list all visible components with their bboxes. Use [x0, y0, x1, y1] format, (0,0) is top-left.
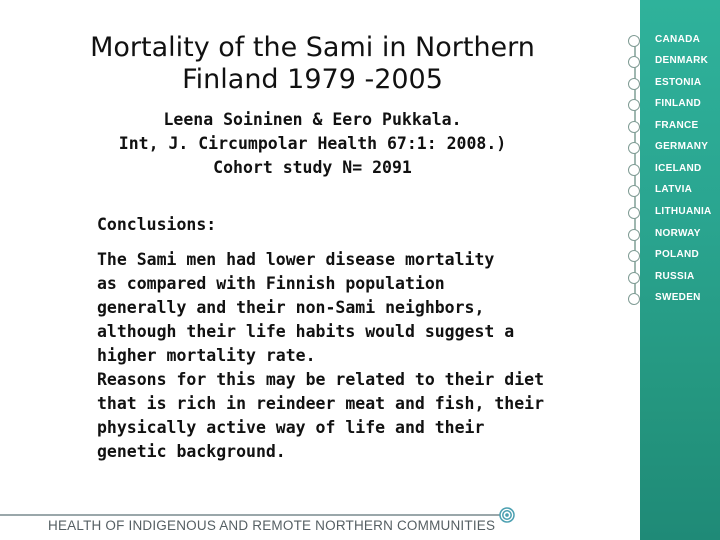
citation-block	[40, 108, 585, 180]
footer-text: HEALTH OF INDIGENOUS AND REMOTE NORTHERN COMMUNITIES	[48, 518, 496, 533]
country-canada: CANADA	[628, 35, 720, 49]
conclusion-line: genetic background.	[97, 442, 286, 461]
country-denmark: DENMARK	[628, 56, 720, 70]
bullet-icon	[628, 250, 640, 262]
country-russia: RUSSIA	[628, 272, 720, 286]
conclusion-line: although their life habits would suggest a	[97, 322, 515, 341]
bullet-icon	[628, 207, 640, 219]
title-line-1: Mortality of the Sami in Northern	[90, 32, 535, 63]
bullet-icon	[628, 78, 640, 90]
bullet-icon	[628, 56, 640, 68]
country-iceland: ICELAND	[628, 164, 720, 178]
conclusion-line: Reasons for this may be related to their diet	[97, 370, 545, 389]
conclusion-line: as compared with Finnish population	[97, 274, 445, 293]
country-latvia: LATVIA	[628, 185, 720, 199]
bullet-icon	[628, 35, 640, 47]
conclusions-heading: Conclusions:	[97, 215, 217, 234]
bullet-icon	[628, 142, 640, 154]
conclusion-line: higher mortality rate.	[97, 346, 316, 365]
footer-divider	[0, 514, 500, 516]
citation: Int, J. Circumpolar Health 67:1: 2008.)	[118, 134, 507, 153]
conclusion-line: that is rich in reindeer meat and fish, their	[97, 394, 545, 413]
country-poland: POLAND	[628, 250, 720, 264]
bullet-icon	[628, 121, 640, 133]
slide-title	[40, 32, 585, 96]
conclusion-line: The Sami men had lower disease mortality	[97, 250, 495, 269]
country-finland: FINLAND	[628, 99, 720, 113]
country-estonia: ESTONIA	[628, 78, 720, 92]
bullet-icon	[628, 99, 640, 111]
country-france: FRANCE	[628, 121, 720, 135]
conclusion-line: generally and their non-Sami neighbors,	[97, 298, 485, 317]
bullet-icon	[628, 185, 640, 197]
conclusion-line: physically active way of life and their	[97, 418, 485, 437]
target-logo-icon	[499, 507, 515, 523]
bullet-icon	[628, 293, 640, 305]
authors: Leena Soininen & Eero Pukkala.	[163, 110, 462, 129]
conclusions-body	[97, 248, 602, 464]
bullet-icon	[628, 164, 640, 176]
title-line-2: Finland 1979 -2005	[182, 64, 443, 95]
bullet-icon	[628, 229, 640, 241]
country-germany: GERMANY	[628, 142, 720, 156]
country-sweden: SWEDEN	[628, 293, 720, 307]
study-info: Cohort study N= 2091	[213, 158, 412, 177]
bullet-icon	[628, 272, 640, 284]
country-norway: NORWAY	[628, 229, 720, 243]
country-lithuania: LITHUANIA	[628, 207, 720, 221]
